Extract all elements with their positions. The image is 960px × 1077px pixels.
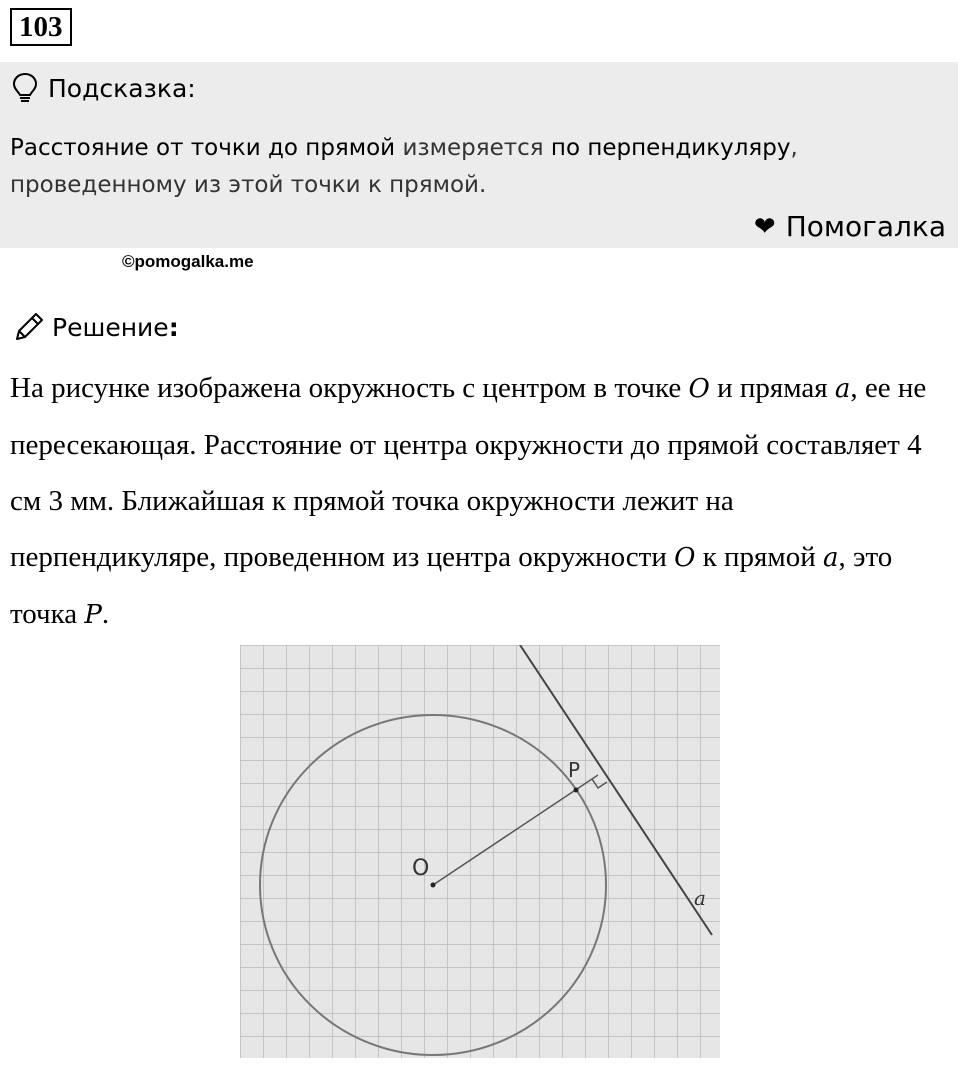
solution-title-colon: : (168, 312, 179, 342)
solution-text-part: к прямой (695, 541, 824, 573)
math-a: a (823, 543, 839, 573)
hint-bold-1: Расстояние от точки до прямой (10, 135, 396, 161)
math-o: O (688, 374, 710, 404)
hint-text (10, 130, 940, 204)
math-o: O (674, 543, 696, 573)
figure-photo (240, 645, 720, 1058)
label-o: O (412, 856, 430, 881)
math-p: P (84, 600, 102, 630)
solution-text-part: и прямая (709, 372, 835, 404)
math-a: a (834, 374, 851, 404)
solution-title-text: Решение (52, 312, 169, 342)
hint-normal-1: измеряется (395, 135, 551, 161)
solution-text (10, 360, 940, 643)
point-o (431, 883, 436, 888)
hint-line-2: проведенному из этой точки к прямой. (10, 172, 487, 198)
point-p (574, 788, 579, 793)
solution-text-part: , это точка (10, 541, 893, 630)
brand-name: Помогалка (785, 210, 946, 243)
label-p: P (568, 758, 581, 782)
watermark: ©pomogalka.me (122, 252, 254, 271)
lightbulb-icon (12, 72, 38, 104)
hint-normal-2: , (790, 135, 798, 161)
task-number: 103 (10, 8, 72, 46)
solution-text-part: На рисунке изображена окружность с центром в точке (10, 372, 689, 404)
figure-drawing (240, 645, 720, 1058)
solution-text-part: . (101, 598, 110, 630)
label-a: a (694, 886, 706, 910)
solution-text-part: , ее не пересекающая. Расстояние от центра окружности до прямой составляет 4 см 3 мм. Ближайшая к прямой точка окружности лежит на перпендикуляре, проведенном из центра окружности (10, 372, 927, 573)
pencil-icon (12, 310, 46, 344)
brand (754, 210, 946, 243)
hint-bold-2: по перпендикуляру (550, 135, 791, 161)
heart-icon: ❤ (753, 211, 776, 242)
grid-paper (240, 645, 720, 1058)
hint-title-text: Подсказка: (48, 73, 196, 103)
solution-title (12, 310, 179, 344)
hint-title (12, 72, 196, 104)
